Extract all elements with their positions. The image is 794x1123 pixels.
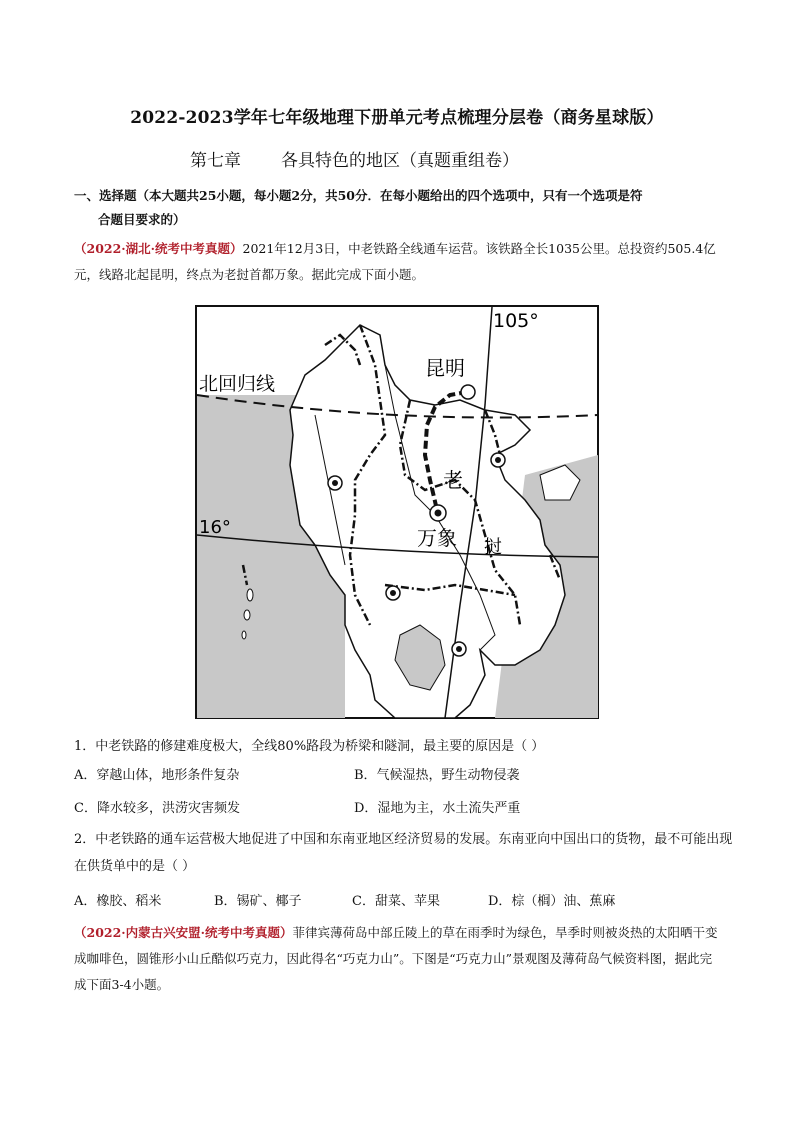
island [242, 631, 246, 639]
q2-option-a[interactable]: A．橡胶、稻米 [74, 894, 162, 909]
capital-dot [390, 590, 396, 596]
label-tropic: 北回归线 [199, 373, 276, 395]
label-105: 105° [493, 310, 539, 332]
question-1-options-row-2 [74, 795, 734, 822]
passage-2-text: 菲律宾薄荷岛中部丘陵上的草在雨季时为绿色，旱季时则被炎热的太阳晒干变成咖啡色，圆锥形小山丘酷似巧克力，因此得名“巧克力山”。下图是“巧克力山”景观图及薄荷岛气候资料图，据此完成下面3-4小题。 [74, 925, 718, 992]
q1-option-c[interactable]: C．降水较多，洪涝灾害频发 [74, 801, 240, 816]
capital-dot [435, 510, 442, 517]
chapter-name: 各具特色的地区（真题重组卷） [281, 151, 519, 171]
section-line-2: 合题目要求的） [98, 212, 186, 227]
capital-dot [456, 646, 462, 652]
paper-title: 2022-2023学年七年级地理下册单元考点梳理分层卷（商务星球版） [130, 108, 664, 128]
label-vientiane: 万象 [417, 526, 457, 550]
railway-map [195, 305, 599, 719]
passage-2-source: （2022·内蒙古兴安盟·统考中考真题） [74, 925, 293, 940]
q1-option-a[interactable]: A．穿越山体，地形条件复杂 [74, 768, 240, 783]
capital-dot [332, 480, 338, 486]
island [247, 589, 253, 601]
chapter-number: 第七章 [190, 151, 241, 171]
q1-option-b[interactable]: B．气候湿热，野生动物侵袭 [354, 768, 520, 783]
q2-option-c[interactable]: C．甜菜、苹果 [352, 894, 440, 909]
capital-dot [495, 457, 501, 463]
section-heading [74, 184, 724, 232]
label-kunming: 昆明 [425, 356, 465, 380]
passage-2 [74, 920, 724, 998]
label-lao: 老 [443, 468, 463, 492]
q2-option-d[interactable]: D．棕（榈）油、蕉麻 [488, 894, 616, 909]
q2-option-b[interactable]: B．锡矿、椰子 [214, 894, 302, 909]
section-line-1: 一、选择题（本大题共25小题，每小题2分，共50分．在每小题给出的四个选项中，只有一个选项是符 [74, 188, 643, 203]
question-2-stem: 2．中老铁路的通车运营极大地促进了中国和东南亚地区经济贸易的发展。东南亚向中国出口的货物，最不可能出现在供货单中的是（ ） [74, 832, 733, 874]
kunming-city-marker [461, 385, 475, 399]
question-1-options-row-1 [74, 762, 734, 789]
passage-1-text: 2021年12月3日，中老铁路全线通车运营。该铁路全长1035公里。总投资约505.4亿元，线路北起昆明，终点为老挝首都万象。据此完成下面小题。 [74, 241, 716, 282]
q1-option-d[interactable]: D．湿地为主，水土流失严重 [354, 801, 521, 816]
question-1-stem: 1．中老铁路的修建难度极大，全线80%路段为桥梁和隧洞，最主要的原因是（ ） [74, 739, 545, 754]
chapter-heading [190, 146, 519, 171]
label-16: 16° [199, 517, 231, 538]
label-wo: 挝 [484, 537, 502, 558]
question-2-options-row [74, 888, 734, 915]
island [244, 610, 250, 620]
map-figure [195, 305, 599, 719]
passage-1-source: （2022·湖北·统考中考真题） [74, 241, 243, 256]
passage-1 [74, 236, 724, 288]
